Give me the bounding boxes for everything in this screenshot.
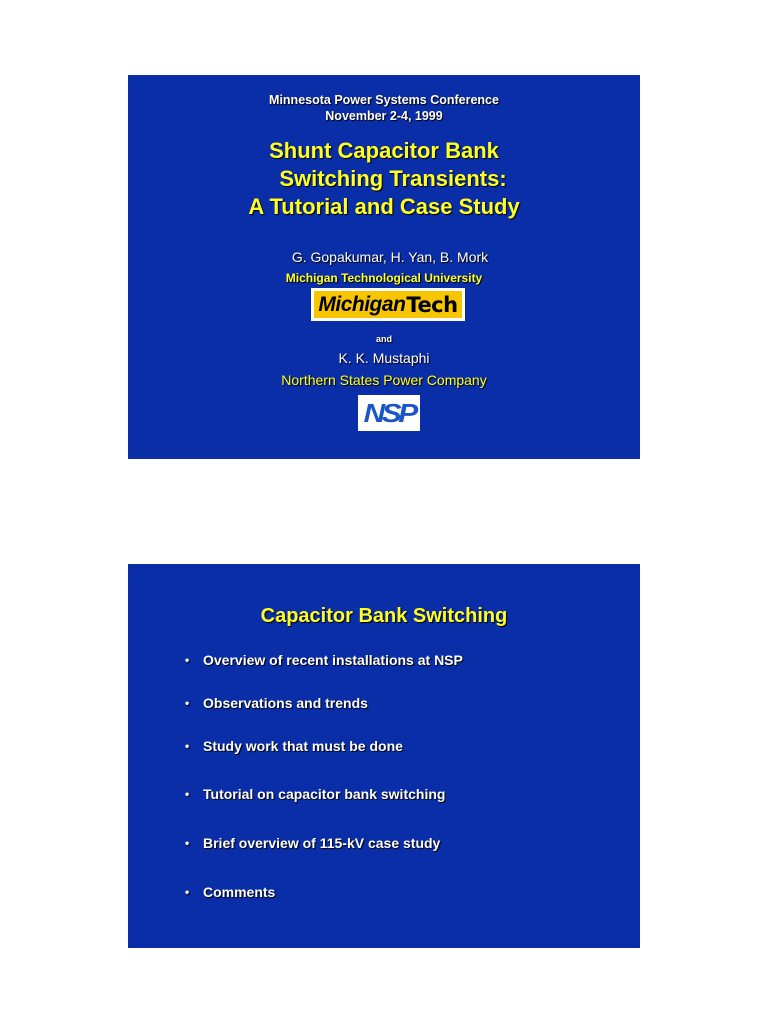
company-name: Northern States Power Company: [281, 372, 487, 388]
michigan-tech-logo: [311, 288, 465, 321]
list-item-text: Tutorial on capacitor bank switching: [203, 786, 446, 802]
nsp-logo: [358, 395, 420, 431]
list-item: [185, 786, 445, 802]
and-text: and: [375, 334, 392, 344]
conference-name: Minnesota Power Systems Conference: [269, 93, 499, 107]
bullet-icon: •: [185, 787, 190, 801]
bullet-icon: •: [185, 885, 190, 899]
title-slide: [128, 75, 640, 459]
list-item-text: Study work that must be done: [203, 738, 403, 754]
conference-date: November 2-4, 1999: [325, 109, 443, 123]
list-item-text: Brief overview of 115-kV case study: [203, 835, 441, 851]
list-item: [185, 884, 275, 900]
list-item: [185, 835, 440, 851]
logo-mt-michigan: Michigan: [318, 292, 406, 316]
list-item: [185, 695, 368, 711]
slide-title-line2: Switching Transients:: [279, 166, 507, 191]
bullet-icon: •: [185, 739, 190, 753]
bullet-icon: •: [185, 653, 190, 667]
list-item: [185, 652, 463, 668]
second-author: K. K. Mustaphi: [338, 350, 430, 366]
agenda-slide: [128, 564, 640, 948]
bullet-icon: •: [185, 696, 190, 710]
list-item-text: Comments: [203, 884, 276, 900]
nsp-logo-text: NSP: [363, 398, 415, 428]
list-item: [185, 738, 403, 754]
slide-heading: Capacitor Bank Switching: [260, 605, 508, 627]
university-name: Michigan Technological University: [285, 271, 483, 285]
logo-mt-tech: Tech: [406, 292, 458, 317]
list-item-text: Observations and trends: [203, 695, 368, 711]
slide-title-line1: Shunt Capacitor Bank: [269, 138, 499, 163]
list-item-text: Overview of recent installations at NSP: [203, 652, 463, 668]
bullet-icon: •: [185, 836, 190, 850]
slide-title-line3: A Tutorial and Case Study: [248, 194, 520, 219]
authors: G. Gopakumar, H. Yan, B. Mork: [291, 249, 489, 265]
